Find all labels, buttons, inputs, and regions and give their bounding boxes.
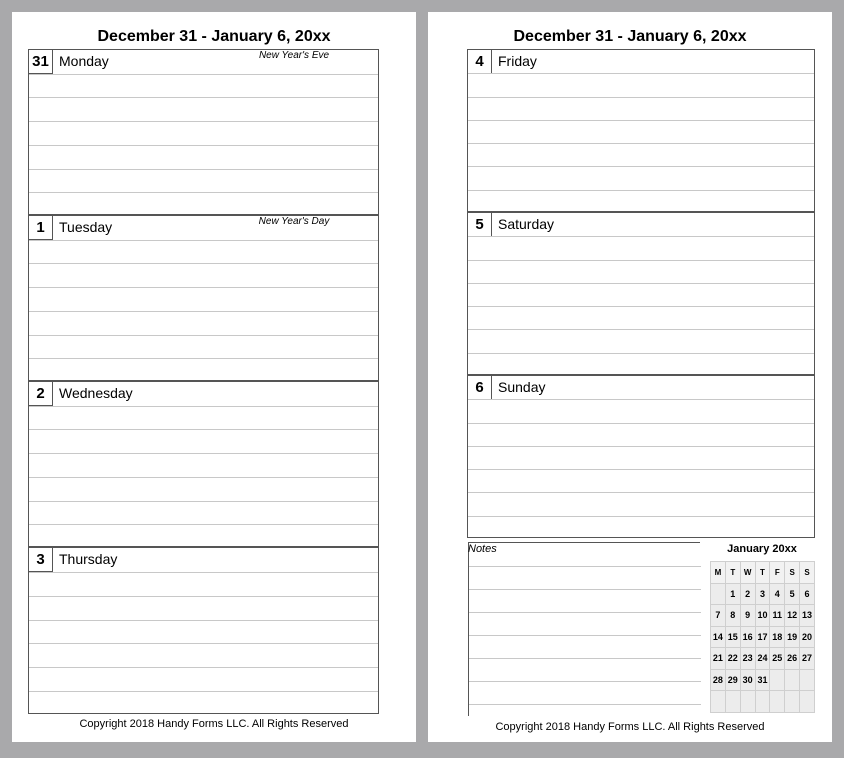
mini-calendar-weekday: S <box>800 562 815 584</box>
mini-calendar-day <box>770 670 785 692</box>
mini-calendar-day: 19 <box>785 627 800 649</box>
page-title: December 31 - January 6, 20xx <box>513 28 747 45</box>
ruled-line <box>29 453 378 454</box>
notes-line <box>469 658 701 659</box>
ruled-line <box>468 423 814 424</box>
mini-calendar-day: 1 <box>726 584 741 606</box>
ruled-line <box>468 329 814 330</box>
day-name: Thursday <box>59 551 118 567</box>
mini-calendar-day: 4 <box>770 584 785 606</box>
copyright: Copyright 2018 Handy Forms LLC. All Rights Reserved <box>79 718 349 730</box>
mini-calendar-day <box>800 670 815 692</box>
mini-calendar-weekday: F <box>770 562 785 584</box>
ruled-line <box>468 446 814 447</box>
ruled-line <box>468 73 814 74</box>
mini-calendar-day: 18 <box>770 627 785 649</box>
day-block-saturday[interactable] <box>467 212 815 375</box>
mini-calendar-day: 27 <box>800 648 815 670</box>
day-name: Sunday <box>498 379 546 395</box>
mini-calendar-day <box>785 691 800 713</box>
mini-calendar-day: 26 <box>785 648 800 670</box>
day-number: 1 <box>29 216 53 240</box>
day-block-thursday[interactable] <box>28 547 379 714</box>
day-name: Monday <box>59 53 109 69</box>
day-number: 6 <box>468 376 492 400</box>
day-name: Tuesday <box>59 219 113 235</box>
ruled-line <box>29 596 378 597</box>
ruled-line <box>29 524 378 525</box>
mini-calendar-day: 28 <box>711 670 726 692</box>
ruled-line <box>29 74 378 75</box>
ruled-line <box>468 260 814 261</box>
mini-calendar-title: January 20xx <box>727 543 797 555</box>
ruled-line <box>468 166 814 167</box>
ruled-line <box>468 492 814 493</box>
notes-line <box>469 589 701 590</box>
ruled-line <box>29 240 378 241</box>
mini-calendar-day <box>711 691 726 713</box>
ruled-line <box>468 469 814 470</box>
mini-calendar-weekday: T <box>726 562 741 584</box>
notes-line <box>469 704 701 705</box>
mini-calendar-day: 7 <box>711 605 726 627</box>
mini-calendar-day: 16 <box>741 627 756 649</box>
ruled-line <box>29 169 378 170</box>
day-number: 31 <box>29 50 53 74</box>
ruled-line <box>29 263 378 264</box>
mini-calendar-weekday: M <box>711 562 726 584</box>
ruled-line <box>29 358 378 359</box>
ruled-line <box>468 120 814 121</box>
ruled-line <box>468 97 814 98</box>
mini-calendar-weekday: T <box>756 562 771 584</box>
ruled-line <box>29 667 378 668</box>
ruled-line <box>29 311 378 312</box>
ruled-line <box>29 429 378 430</box>
mini-calendar-day <box>741 691 756 713</box>
page-title: December 31 - January 6, 20xx <box>97 28 331 45</box>
day-name: Friday <box>498 53 537 69</box>
ruled-line <box>468 143 814 144</box>
ruled-line <box>29 335 378 336</box>
mini-calendar-day: 5 <box>785 584 800 606</box>
left-page <box>12 12 416 742</box>
mini-calendar-day: 20 <box>800 627 815 649</box>
mini-calendar-day: 10 <box>756 605 771 627</box>
ruled-line <box>468 306 814 307</box>
ruled-line <box>29 477 378 478</box>
ruled-line <box>29 691 378 692</box>
day-block-friday[interactable] <box>467 49 815 212</box>
ruled-line <box>29 287 378 288</box>
mini-calendar-day <box>785 670 800 692</box>
mini-calendar-day <box>756 691 771 713</box>
ruled-line <box>29 145 378 146</box>
mini-calendar-day: 17 <box>756 627 771 649</box>
ruled-line <box>29 121 378 122</box>
day-number: 2 <box>29 382 53 406</box>
day-name: Wednesday <box>59 385 133 401</box>
notes-line <box>469 612 701 613</box>
notes-label: Notes <box>468 543 497 555</box>
ruled-line <box>468 190 814 191</box>
mini-calendar-day: 23 <box>741 648 756 670</box>
day-block-sunday[interactable] <box>467 375 815 538</box>
ruled-line <box>29 406 378 407</box>
mini-calendar-day: 3 <box>756 584 771 606</box>
ruled-line <box>29 572 378 573</box>
day-number: 5 <box>468 213 492 237</box>
day-name: Saturday <box>498 216 555 232</box>
ruled-line <box>29 501 378 502</box>
mini-calendar-day <box>726 691 741 713</box>
ruled-line <box>468 399 814 400</box>
notes-area[interactable] <box>468 542 700 716</box>
holiday-label: New Year's Day <box>258 216 330 227</box>
mini-calendar-day: 31 <box>756 670 771 692</box>
mini-calendar-weekday: W <box>741 562 756 584</box>
mini-calendar-day: 15 <box>726 627 741 649</box>
mini-calendar-day: 29 <box>726 670 741 692</box>
mini-calendar-day: 22 <box>726 648 741 670</box>
mini-calendar-day <box>800 691 815 713</box>
ruled-line <box>468 516 814 517</box>
mini-calendar <box>710 561 815 713</box>
mini-calendar-day: 25 <box>770 648 785 670</box>
mini-calendar-day <box>770 691 785 713</box>
mini-calendar-day: 6 <box>800 584 815 606</box>
mini-calendar-day: 14 <box>711 627 726 649</box>
mini-calendar-day: 9 <box>741 605 756 627</box>
mini-calendar-day: 21 <box>711 648 726 670</box>
ruled-line <box>29 192 378 193</box>
ruled-line <box>29 620 378 621</box>
mini-calendar-day: 12 <box>785 605 800 627</box>
ruled-line <box>468 353 814 354</box>
ruled-line <box>29 643 378 644</box>
notes-line <box>469 566 701 567</box>
mini-calendar-day: 11 <box>770 605 785 627</box>
mini-calendar-weekday: S <box>785 562 800 584</box>
day-block-tuesday[interactable] <box>28 215 379 381</box>
mini-calendar-day: 2 <box>741 584 756 606</box>
ruled-line <box>468 236 814 237</box>
notes-line <box>469 635 701 636</box>
mini-calendar-day: 24 <box>756 648 771 670</box>
ruled-line <box>468 283 814 284</box>
mini-calendar-day: 13 <box>800 605 815 627</box>
ruled-line <box>29 97 378 98</box>
copyright: Copyright 2018 Handy Forms LLC. All Rights Reserved <box>495 721 765 733</box>
day-block-monday[interactable] <box>28 49 379 215</box>
mini-calendar-day: 8 <box>726 605 741 627</box>
mini-calendar-day <box>711 584 726 606</box>
notes-line <box>469 681 701 682</box>
day-number: 3 <box>29 548 53 572</box>
holiday-label: New Year's Eve <box>258 50 330 61</box>
day-number: 4 <box>468 50 492 74</box>
day-block-wednesday[interactable] <box>28 381 379 547</box>
mini-calendar-day: 30 <box>741 670 756 692</box>
